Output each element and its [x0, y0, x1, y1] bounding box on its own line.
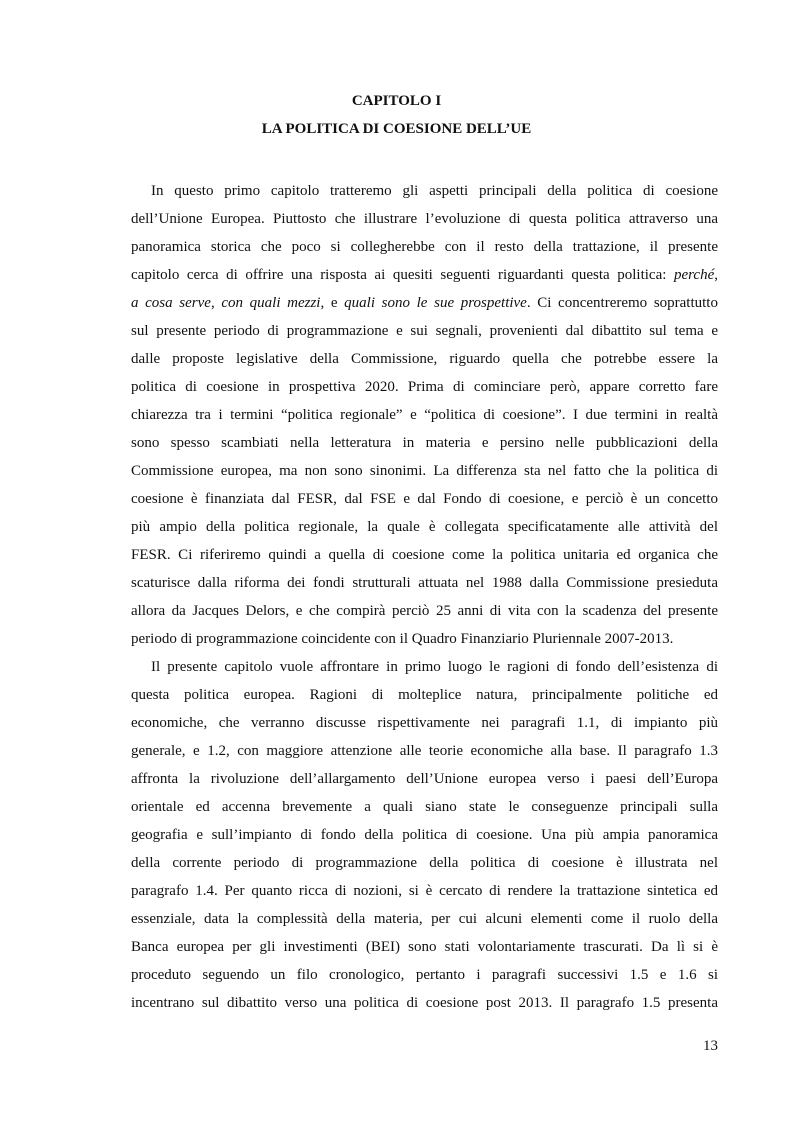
- text-line: politica di coesione in prospettiva 2020. Prima di cominciare però, appare corretto fare: [131, 379, 718, 395]
- text-segment: ,: [210, 295, 222, 311]
- italic-segment: con quali mezzi: [221, 295, 321, 311]
- text-line: paragrafo 1.4. Per quanto ricca di nozioni, si è cercato di rendere la trattazione sintetica ed: [131, 883, 718, 899]
- text-line: geografia e sull’impianto di fondo della politica di coesione. Una più ampia panoramica: [131, 827, 718, 843]
- text-line: sono spesso scambiati nella letteratura in materia e persino nelle pubblicazioni della: [131, 435, 718, 451]
- text-line: periodo di programmazione coincidente con il Quadro Finanziario Pluriennale 2007-2013.: [131, 631, 674, 647]
- text-line: orientale ed accenna brevemente a quali siano state le conseguenze principali sulla: [131, 799, 718, 815]
- page-number: 13: [703, 1038, 718, 1054]
- text-line: coesione è finanziata dal FESR, dal FSE e dal Fondo di coesione, e perciò è un concetto: [131, 491, 718, 507]
- text-line: proceduto seguendo un filo cronologico, pertanto i paragrafi successivi 1.5 e 1.6 si: [131, 967, 718, 983]
- text-line: essenziale, data la complessità della materia, per cui alcuni elementi come il ruolo della: [131, 911, 718, 927]
- text-line: Banca europea per gli investimenti (BEI) sono stati volontariamente trascurati. Da lì si è: [131, 939, 718, 955]
- text-line: Commissione europea, ma non sono sinonimi. La differenza sta nel fatto che la politica di: [131, 463, 718, 479]
- italic-segment: quali sono le sue prospettive: [344, 295, 527, 311]
- italic-segment: a cosa serve: [131, 295, 211, 311]
- text-line: Il presente capitolo vuole affrontare in primo luogo le ragioni di fondo dell’esistenza di: [151, 659, 718, 675]
- text-line: economiche, che verranno discusse rispettivamente nei paragrafi 1.1, di impianto più: [131, 715, 718, 731]
- text-line: incentrano sul dibattito verso una politica di coesione post 2013. Il paragrafo 1.5 presenta: [131, 995, 718, 1011]
- text-line: generale, e 1.2, con maggiore attenzione alle teorie economiche alla base. Il paragrafo 1.3: [131, 743, 718, 759]
- body-text: [131, 177, 718, 1017]
- text-segment: ,: [714, 267, 718, 283]
- text-line: sul presente periodo di programmazione e sui segnali, provenienti dal dibattito sul tema e: [131, 323, 718, 339]
- text-line: [131, 261, 718, 289]
- text-line: FESR. Ci riferiremo quindi a quella di coesione come la politica unitaria ed organica che: [131, 547, 718, 563]
- text-segment: , e: [320, 295, 345, 311]
- text-line: [131, 289, 718, 317]
- text-line: più ampio della politica regionale, la quale è collegata specificatamente alle attività del: [131, 519, 718, 535]
- text-segment: . Ci concentreremo soprattutto: [526, 295, 718, 311]
- chapter-label: CAPITOLO I: [351, 93, 442, 109]
- text-line: scaturisce dalla riforma dei fondi strutturali attuata nel 1988 dalla Commissione presieduta: [131, 575, 718, 591]
- text-line: In questo primo capitolo tratteremo gli aspetti principali della politica di coesione: [151, 183, 718, 199]
- text-line: dell’Unione Europea. Piuttosto che illustrare l’evoluzione di questa politica attraverso una: [131, 211, 718, 227]
- text-line: dalle proposte legislative della Commissione, riguardo quella che potrebbe essere la: [131, 351, 718, 367]
- text-line: della corrente periodo di programmazione della politica di coesione è illustrata nel: [131, 855, 718, 871]
- chapter-title: LA POLITICA DI COESIONE DELL’UE: [261, 121, 532, 137]
- text-line: chiarezza tra i termini “politica regionale” e “politica di coesione”. I due termini in realtà: [131, 407, 718, 423]
- text-line: questa politica europea. Ragioni di molteplice natura, principalmente politiche ed: [131, 687, 718, 703]
- text-line: allora da Jacques Delors, e che compirà perciò 25 anni di vita con la scadenza del presente: [131, 603, 718, 619]
- text-segment: capitolo cerca di offrire una risposta ai quesiti seguenti riguardanti questa politica:: [131, 267, 674, 283]
- text-line: affronta la rivoluzione dell’allargamento dell’Unione europea verso i paesi dell’Europa: [131, 771, 718, 787]
- italic-segment: perché: [673, 267, 715, 283]
- text-line: panoramica storica che poco si collegherebbe con il resto della trattazione, il presente: [131, 239, 718, 255]
